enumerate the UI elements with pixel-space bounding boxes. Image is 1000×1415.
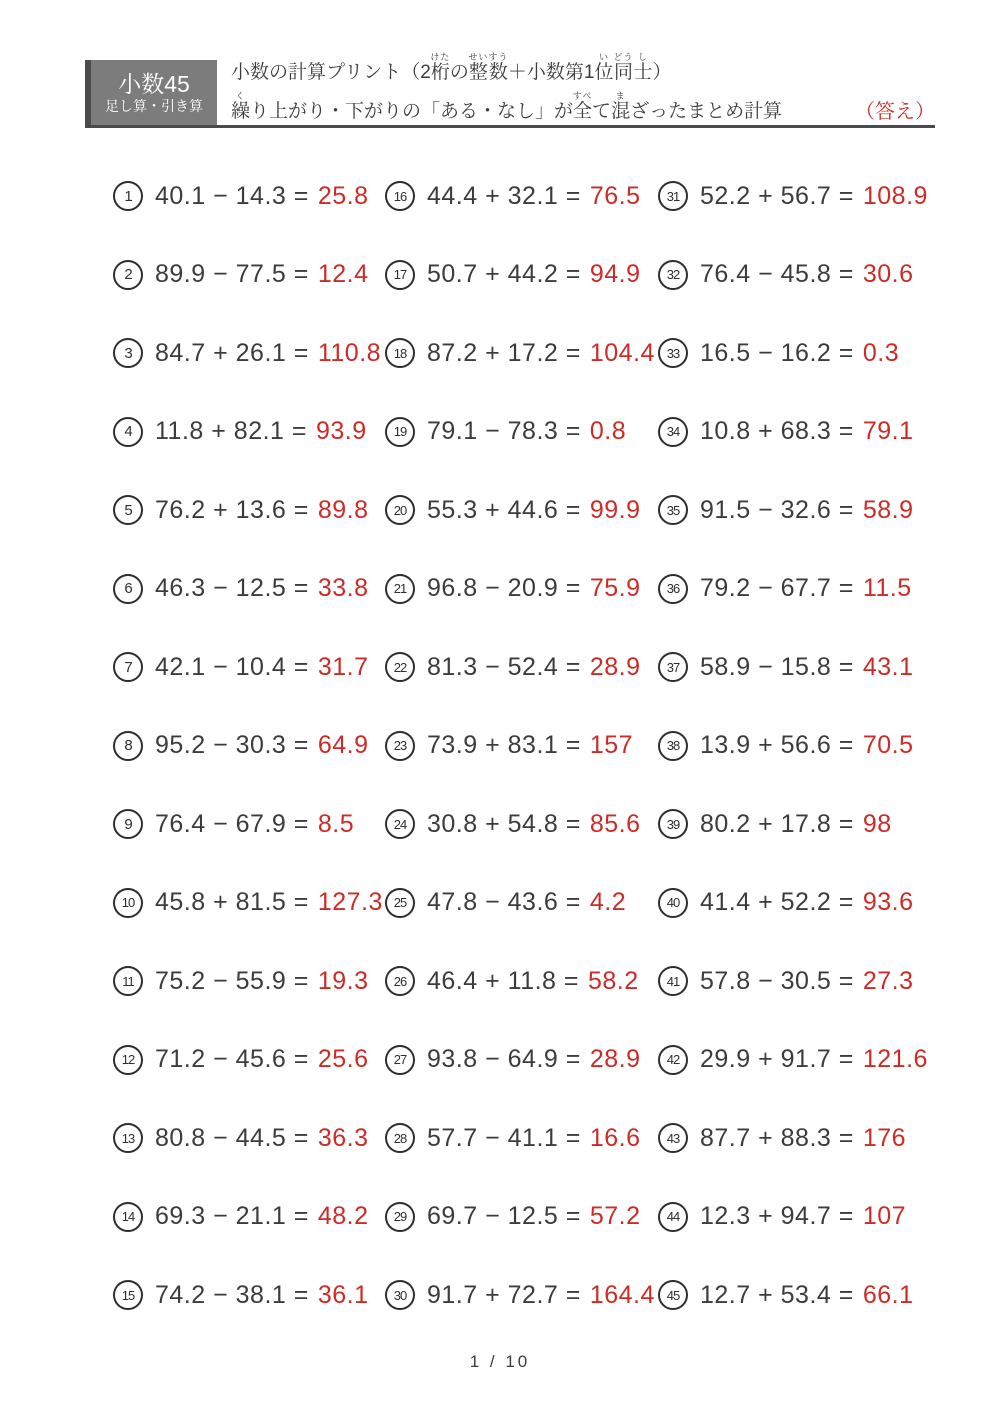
worksheet-titles: [231, 52, 855, 125]
problem-answer: 85.6: [589, 809, 641, 838]
problem-answer: 94.9: [589, 260, 641, 289]
problem-row: [385, 393, 658, 472]
answer-key-label: （答え）: [855, 101, 935, 123]
problem-answer: 4.2: [589, 888, 627, 917]
problem-equation: 87.2 + 17.2 =: [427, 338, 581, 367]
problem-answer: 27.3: [862, 966, 914, 995]
worksheet-title-line1: 小数の計算プリント（2桁けたの整数せいすう＋小数第1位い同どう士し）: [231, 52, 672, 83]
problem-number-badge: 8: [113, 731, 143, 761]
problem-equation: 46.4 + 11.8 =: [427, 966, 579, 995]
problem-number-badge: 6: [113, 574, 143, 604]
problem-equation: 58.9 − 15.8 =: [700, 652, 854, 681]
problem-equation: 91.7 + 72.7 =: [427, 1280, 581, 1309]
problem-number-badge: 32: [658, 260, 688, 290]
problem-number-badge: 31: [658, 181, 688, 211]
problem-number-badge: 4: [113, 417, 143, 447]
problem-answer: 58.2: [588, 966, 639, 995]
problem-row: [385, 314, 658, 393]
problem-answer: 70.5: [862, 731, 914, 760]
problem-row: [385, 550, 658, 629]
problem-row: [113, 864, 385, 943]
problem-answer: 108.9: [862, 181, 928, 210]
problem-equation: 89.9 − 77.5 =: [155, 260, 309, 289]
problem-equation: 57.7 − 41.1 =: [427, 1123, 581, 1152]
problem-row: [113, 628, 385, 707]
problem-answer: 104.4: [589, 338, 655, 367]
problem-number-badge: 30: [385, 1280, 415, 1310]
problem-row: [113, 393, 385, 472]
problem-number-badge: 34: [658, 417, 688, 447]
problem-equation: 75.2 − 55.9 =: [155, 966, 309, 995]
problem-equation: 76.4 − 45.8 =: [700, 260, 854, 289]
problem-equation: 10.8 + 68.3 =: [700, 417, 854, 446]
problem-equation: 69.3 − 21.1 =: [155, 1202, 309, 1231]
problem-answer: 11.5: [862, 574, 912, 603]
problem-number-badge: 15: [113, 1280, 143, 1310]
problem-answer: 25.6: [317, 1045, 369, 1074]
problem-row: [113, 707, 385, 786]
problem-answer: 25.8: [317, 181, 369, 210]
problem-answer: 31.7: [317, 652, 369, 681]
problem-row: [658, 1099, 943, 1178]
problem-number-badge: 39: [658, 809, 688, 839]
problem-equation: 11.8 + 82.1 =: [155, 417, 307, 446]
problem-row: [658, 785, 943, 864]
problem-answer: 58.9: [862, 495, 914, 524]
problem-number-badge: 18: [385, 338, 415, 368]
problem-equation: 12.3 + 94.7 =: [700, 1202, 854, 1231]
problem-row: [385, 942, 658, 1021]
problem-equation: 91.5 − 32.6 =: [700, 495, 854, 524]
problem-row: [658, 236, 943, 315]
problem-row: [385, 236, 658, 315]
problem-answer: 157: [589, 731, 634, 760]
problem-equation: 93.8 − 64.9 =: [427, 1045, 581, 1074]
problem-equation: 30.8 + 54.8 =: [427, 809, 581, 838]
problem-answer: 98: [862, 809, 892, 838]
problem-answer: 30.6: [862, 260, 914, 289]
problem-row: [113, 1178, 385, 1257]
badge-title: 小数45: [118, 70, 190, 97]
problem-row: [658, 157, 943, 236]
problem-answer: 89.8: [317, 495, 369, 524]
problem-answer: 75.9: [589, 574, 641, 603]
problem-equation: 84.7 + 26.1 =: [155, 338, 309, 367]
problem-number-badge: 41: [658, 966, 688, 996]
problem-number-badge: 12: [113, 1045, 143, 1075]
problem-column-1: [113, 157, 385, 1335]
problem-row: [658, 393, 943, 472]
problem-number-badge: 40: [658, 888, 688, 918]
problem-equation: 69.7 − 12.5 =: [427, 1202, 581, 1231]
problem-number-badge: 25: [385, 888, 415, 918]
problem-answer: 0.3: [862, 338, 900, 367]
problem-answer: 93.9: [316, 417, 367, 446]
problem-answer: 43.1: [862, 652, 914, 681]
problem-answer: 99.9: [589, 495, 641, 524]
problem-equation: 81.3 − 52.4 =: [427, 652, 581, 681]
problem-number-badge: 28: [385, 1123, 415, 1153]
problem-row: [658, 471, 943, 550]
problem-number-badge: 22: [385, 652, 415, 682]
problem-answer: 28.9: [589, 652, 641, 681]
badge-subtitle: 足し算・引き算: [105, 97, 203, 114]
problem-equation: 74.2 − 38.1 =: [155, 1280, 309, 1309]
problem-column-3: [658, 157, 943, 1335]
problem-row: [113, 1099, 385, 1178]
problem-equation: 80.2 + 17.8 =: [700, 809, 854, 838]
problem-number-badge: 26: [385, 966, 415, 996]
problem-row: [113, 550, 385, 629]
problem-answer: 28.9: [589, 1045, 641, 1074]
problem-number-badge: 36: [658, 574, 688, 604]
problem-equation: 40.1 − 14.3 =: [155, 181, 309, 210]
problem-equation: 41.4 + 52.2 =: [700, 888, 854, 917]
problem-row: [385, 471, 658, 550]
problem-equation: 76.4 − 67.9 =: [155, 809, 309, 838]
worksheet-badge: [85, 60, 217, 125]
problem-answer: 79.1: [862, 417, 914, 446]
problem-row: [113, 314, 385, 393]
problem-number-badge: 17: [385, 260, 415, 290]
problem-row: [385, 157, 658, 236]
problem-answer: 33.8: [317, 574, 369, 603]
problem-equation: 96.8 − 20.9 =: [427, 574, 581, 603]
problem-equation: 50.7 + 44.2 =: [427, 260, 581, 289]
problem-answer: 110.8: [317, 338, 382, 367]
problem-row: [658, 1256, 943, 1335]
problem-row: [385, 1178, 658, 1257]
worksheet-title-line2: 繰くり上がり・下がりの「ある・なし」が全すべて混まざったまとめ計算: [231, 91, 783, 122]
problem-number-badge: 38: [658, 731, 688, 761]
problem-equation: 29.9 + 91.7 =: [700, 1045, 854, 1074]
problem-equation: 46.3 − 12.5 =: [155, 574, 309, 603]
problem-row: [385, 628, 658, 707]
problem-row: [113, 157, 385, 236]
problem-number-badge: 9: [113, 809, 143, 839]
problem-number-badge: 5: [113, 495, 143, 525]
problem-column-2: [385, 157, 658, 1335]
problem-equation: 12.7 + 53.4 =: [700, 1280, 854, 1309]
problem-answer: 0.8: [589, 417, 627, 446]
problem-number-badge: 35: [658, 495, 688, 525]
problem-number-badge: 20: [385, 495, 415, 525]
problem-number-badge: 19: [385, 417, 415, 447]
problem-answer: 57.2: [589, 1202, 641, 1231]
problem-answer: 48.2: [317, 1202, 369, 1231]
problem-number-badge: 3: [113, 338, 143, 368]
problem-row: [658, 942, 943, 1021]
problem-equation: 95.2 − 30.3 =: [155, 731, 309, 760]
problem-number-badge: 7: [113, 652, 143, 682]
problems-grid: [113, 157, 943, 1335]
problem-answer: 16.6: [589, 1123, 641, 1152]
problem-answer: 12.4: [317, 260, 369, 289]
problem-equation: 71.2 − 45.6 =: [155, 1045, 309, 1074]
problem-answer: 107: [862, 1202, 907, 1231]
problem-row: [385, 864, 658, 943]
problem-equation: 16.5 − 16.2 =: [700, 338, 854, 367]
problem-row: [113, 236, 385, 315]
problem-row: [385, 1099, 658, 1178]
problem-equation: 80.8 − 44.5 =: [155, 1123, 309, 1152]
problem-equation: 52.2 + 56.7 =: [700, 181, 854, 210]
problem-row: [113, 942, 385, 1021]
problem-number-badge: 21: [385, 574, 415, 604]
problem-number-badge: 23: [385, 731, 415, 761]
problem-number-badge: 1: [113, 181, 143, 211]
problem-equation: 45.8 + 81.5 =: [155, 888, 309, 917]
problem-row: [113, 1021, 385, 1100]
problem-row: [658, 1021, 943, 1100]
problem-row: [658, 550, 943, 629]
problem-equation: 47.8 − 43.6 =: [427, 888, 581, 917]
problem-answer: 93.6: [862, 888, 914, 917]
problem-number-badge: 43: [658, 1123, 688, 1153]
problem-equation: 79.1 − 78.3 =: [427, 417, 581, 446]
problem-number-badge: 27: [385, 1045, 415, 1075]
problem-answer: 64.9: [317, 731, 369, 760]
problem-equation: 73.9 + 83.1 =: [427, 731, 581, 760]
problem-number-badge: 13: [113, 1123, 143, 1153]
problem-number-badge: 11: [113, 966, 143, 996]
problem-number-badge: 33: [658, 338, 688, 368]
problem-row: [385, 707, 658, 786]
problem-equation: 42.1 − 10.4 =: [155, 652, 309, 681]
problem-row: [113, 785, 385, 864]
problem-row: [658, 314, 943, 393]
problem-answer: 36.3: [317, 1123, 369, 1152]
problem-answer: 19.3: [317, 966, 369, 995]
problem-answer: 164.4: [589, 1280, 655, 1309]
problem-row: [113, 1256, 385, 1335]
problem-number-badge: 45: [658, 1280, 688, 1310]
problem-equation: 87.7 + 88.3 =: [700, 1123, 854, 1152]
problem-answer: 8.5: [317, 809, 355, 838]
problem-number-badge: 24: [385, 809, 415, 839]
problem-answer: 36.1: [317, 1280, 369, 1309]
problem-answer: 66.1: [862, 1280, 914, 1309]
problem-row: [385, 785, 658, 864]
worksheet-header: [85, 52, 935, 128]
problem-number-badge: 14: [113, 1202, 143, 1232]
problem-row: [385, 1256, 658, 1335]
problem-row: [385, 1021, 658, 1100]
problem-number-badge: 16: [385, 181, 415, 211]
problem-number-badge: 37: [658, 652, 688, 682]
problem-row: [658, 864, 943, 943]
problem-answer: 127.3: [317, 888, 383, 917]
problem-answer: 121.6: [862, 1045, 928, 1074]
problem-equation: 44.4 + 32.1 =: [427, 181, 581, 210]
problem-number-badge: 44: [658, 1202, 688, 1232]
problem-equation: 13.9 + 56.6 =: [700, 731, 854, 760]
problem-number-badge: 2: [113, 260, 143, 290]
problem-row: [658, 628, 943, 707]
problem-number-badge: 42: [658, 1045, 688, 1075]
problem-row: [658, 707, 943, 786]
problem-equation: 76.2 + 13.6 =: [155, 495, 309, 524]
problem-number-badge: 29: [385, 1202, 415, 1232]
problem-equation: 55.3 + 44.6 =: [427, 495, 581, 524]
problem-equation: 79.2 − 67.7 =: [700, 574, 854, 603]
problem-number-badge: 10: [113, 888, 143, 918]
problem-row: [113, 471, 385, 550]
problem-answer: 176: [862, 1123, 907, 1152]
problem-equation: 57.8 − 30.5 =: [700, 966, 854, 995]
page-number: 1 / 10: [469, 1352, 531, 1371]
problem-answer: 76.5: [589, 181, 641, 210]
problem-row: [658, 1178, 943, 1257]
